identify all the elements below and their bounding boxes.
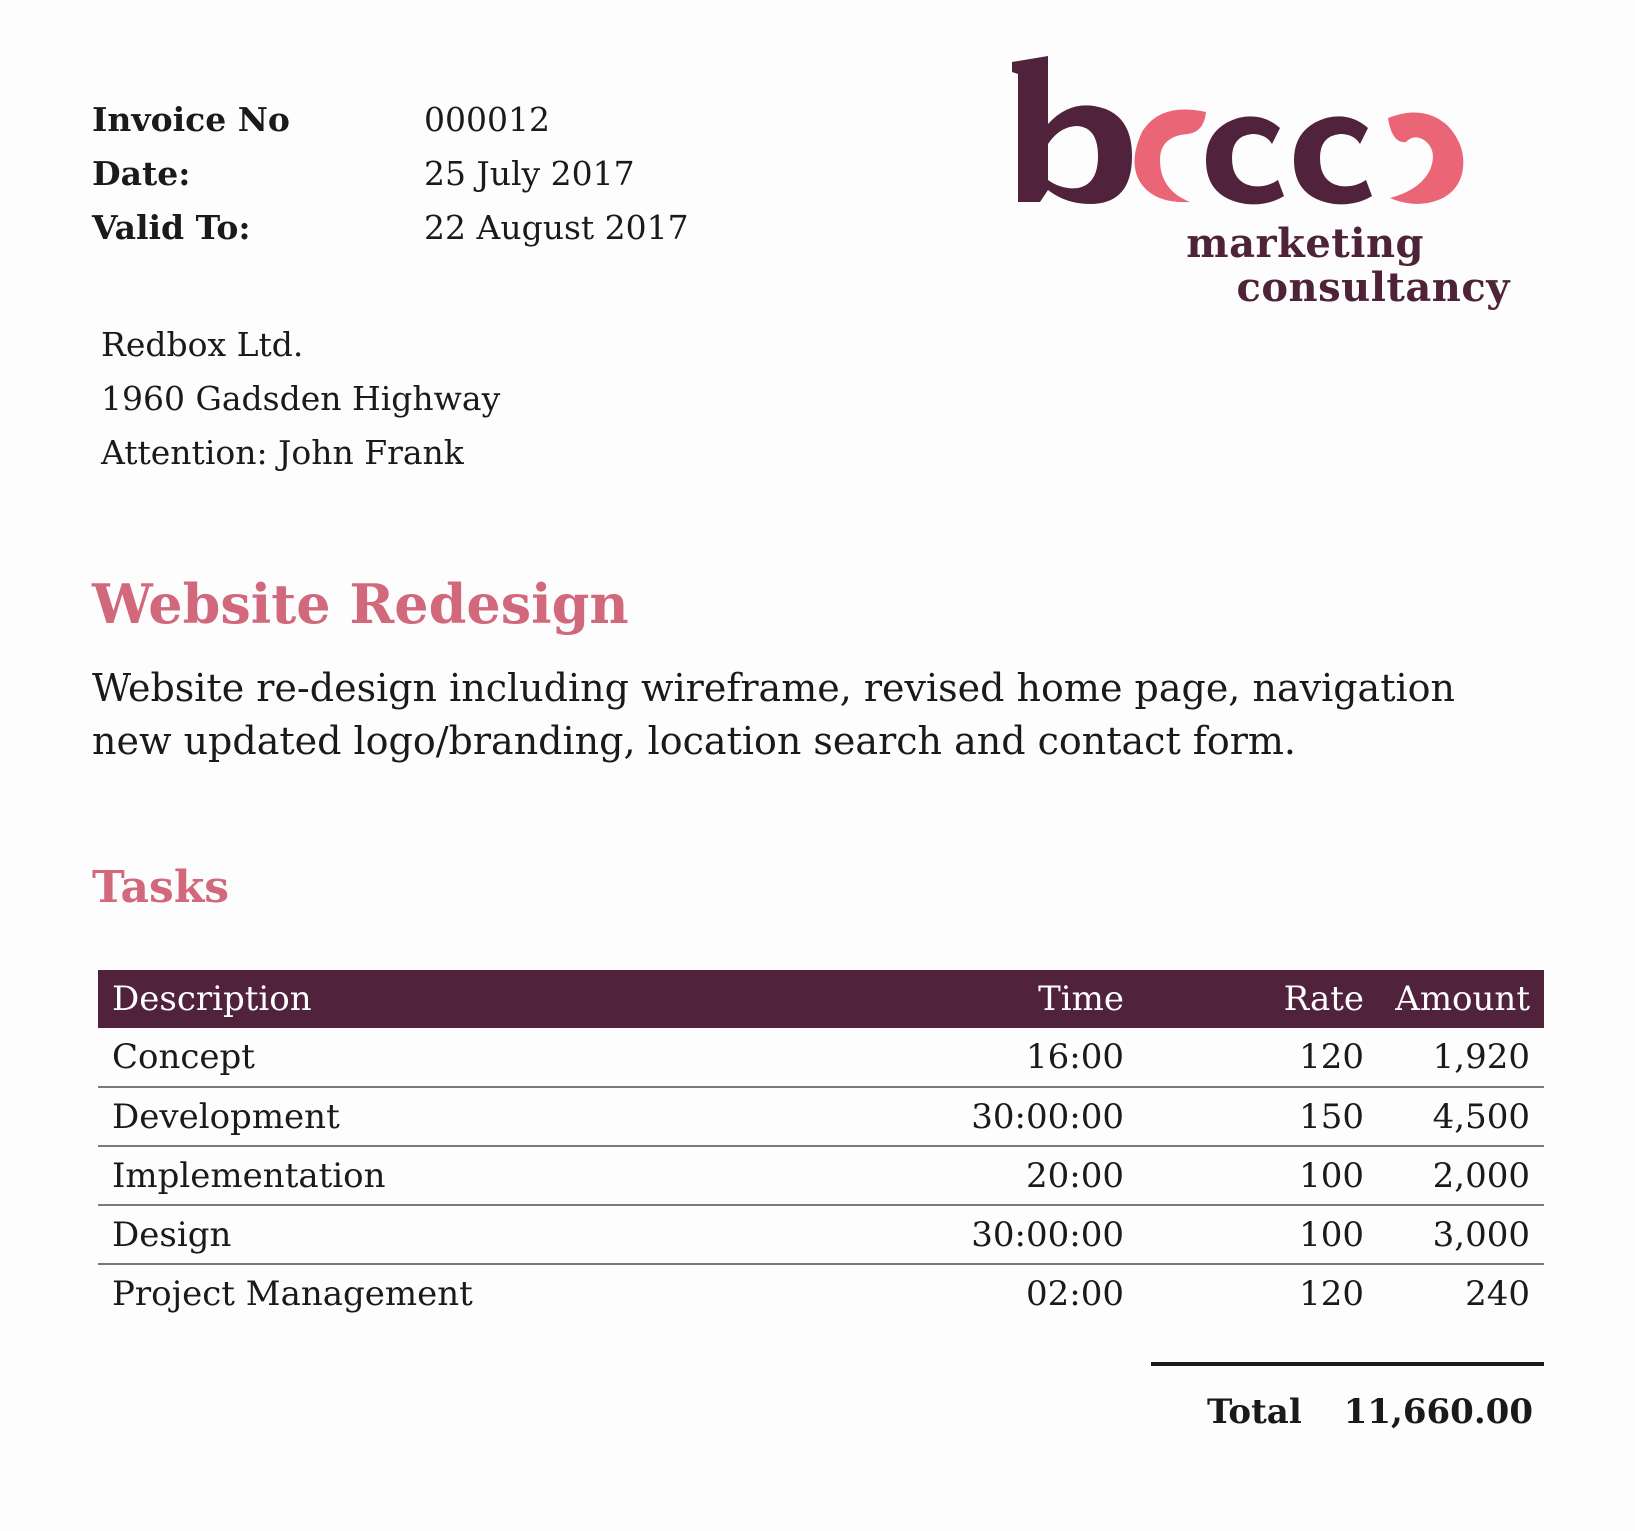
client-attention: Attention: John Frank (101, 433, 464, 472)
invoice-valid-value: 22 August 2017 (424, 208, 689, 247)
project-description: Website re-design including wireframe, revised home page, navigation new updated logo/branding, location search and contact form. (92, 666, 1455, 763)
brand-logo-icon (1010, 52, 1510, 222)
header-rate: Rate (1138, 970, 1378, 1028)
task-time: 30:00:00 (828, 1205, 1138, 1264)
invoice-meta (92, 100, 689, 262)
task-amount: 1,920 (1378, 1028, 1544, 1087)
task-amount: 3,000 (1378, 1205, 1544, 1264)
table-row (98, 1205, 1544, 1264)
task-description: Development (98, 1087, 828, 1146)
tasks-header-row (98, 970, 1544, 1028)
invoice-number-label: Invoice No (92, 100, 290, 139)
table-row (98, 1264, 1544, 1323)
header-amount: Amount (1378, 970, 1544, 1028)
task-description: Design (98, 1205, 828, 1264)
brand-logo (1010, 52, 1510, 322)
invoice-valid-row (92, 208, 689, 262)
task-amount: 2,000 (1378, 1146, 1544, 1205)
total-label: Total (1207, 1392, 1302, 1432)
brand-tagline-consultancy: consultancy (1236, 264, 1510, 311)
task-rate: 120 (1138, 1028, 1378, 1087)
invoice-date-value: 25 July 2017 (424, 154, 635, 193)
task-rate: 150 (1138, 1087, 1378, 1146)
task-rate: 100 (1138, 1205, 1378, 1264)
tasks-heading: Tasks (92, 862, 230, 913)
tasks-table (98, 970, 1544, 1323)
task-time: 20:00 (828, 1146, 1138, 1205)
client-name: Redbox Ltd. (101, 325, 304, 364)
invoice-date-row (92, 154, 689, 208)
invoice-valid-label: Valid To: (92, 208, 251, 247)
task-time: 02:00 (1026, 1274, 1124, 1314)
client-address (101, 318, 500, 480)
header-time: Time (828, 970, 1138, 1028)
task-amount: 4,500 (1378, 1087, 1544, 1146)
task-rate: 120 (1299, 1274, 1364, 1314)
brand-tagline-marketing: marketing (1186, 220, 1424, 267)
header-description: Description (98, 970, 828, 1028)
task-amount: 240 (1465, 1274, 1530, 1314)
invoice-date-label: Date: (92, 154, 191, 193)
task-time: 16:00 (828, 1028, 1138, 1087)
invoice-number-row (92, 100, 689, 154)
project-title: Website Redesign (92, 572, 629, 636)
task-description: Implementation (98, 1146, 828, 1205)
invoice-number-value: 000012 (424, 100, 550, 139)
total-divider (1151, 1362, 1544, 1366)
task-rate: 100 (1138, 1146, 1378, 1205)
task-description: Concept (98, 1028, 828, 1087)
task-time: 30:00:00 (828, 1087, 1138, 1146)
table-row (98, 1146, 1544, 1205)
table-row (98, 1087, 1544, 1146)
task-description: Project Management (112, 1274, 473, 1314)
client-street: 1960 Gadsden Highway (101, 379, 501, 418)
table-row (98, 1028, 1544, 1087)
total-value: 11,660.00 (1343, 1392, 1533, 1432)
